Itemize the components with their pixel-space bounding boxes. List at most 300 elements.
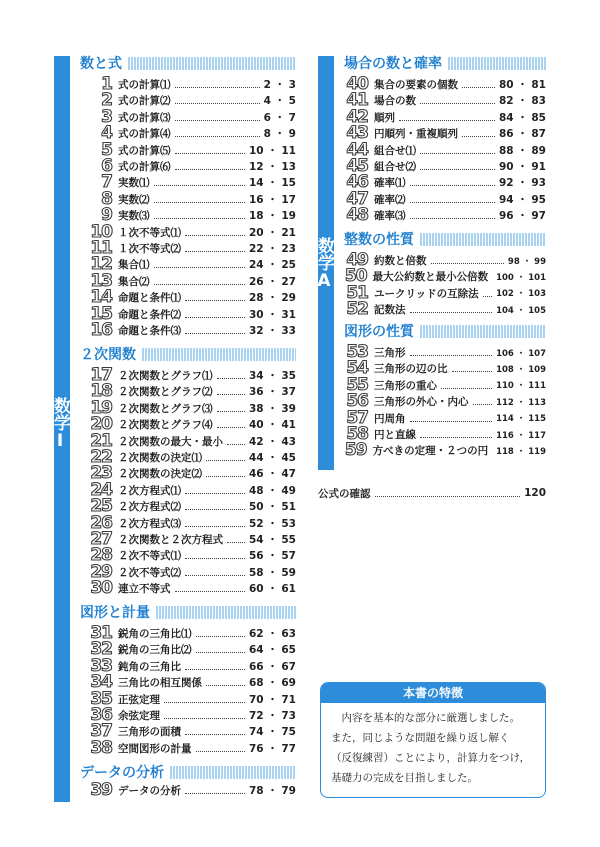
leader-dots [185, 300, 245, 301]
toc-item-number: 30 [90, 578, 112, 599]
toc-item[interactable] [344, 252, 546, 269]
leader-dots [217, 411, 245, 412]
leader-dots [375, 496, 521, 497]
toc-item[interactable] [344, 92, 546, 109]
leader-dots [206, 476, 245, 477]
toc-item-title: 組合せ⑵ [374, 161, 416, 173]
features-box [320, 682, 546, 798]
leader-dots [175, 169, 245, 170]
section-title: 図形の性質 [344, 324, 414, 340]
toc-item-number: 59 [344, 440, 367, 461]
toc-item-number: 22 [90, 447, 112, 467]
toc-item-pages: 96 ・ 97 [498, 210, 546, 223]
toc-item-number: 58 [346, 424, 368, 444]
toc-item-title: 三角形の外心・内心 [374, 396, 469, 409]
toc-item-pages: 102 ・ 103 [496, 289, 546, 300]
toc-item[interactable] [344, 188, 546, 209]
toc-item-number: 14 [90, 287, 112, 308]
toc-item[interactable] [80, 625, 296, 642]
toc-item-number: 54 [346, 358, 368, 379]
toc-item-title: ２次関数とグラフ⑴ [118, 370, 213, 382]
toc-item-number: 45 [346, 156, 368, 176]
toc-item-number: 15 [90, 303, 112, 324]
toc-item-title: 確率⑴ [374, 177, 406, 190]
toc-item[interactable] [80, 174, 296, 191]
toc-item-title: ２次関数と２次方程式 [118, 534, 223, 546]
toc-item-title: 式の計算⑸ [118, 144, 171, 157]
leader-dots [399, 120, 495, 121]
toc-item-title: 式の計算⑴ [118, 79, 171, 91]
toc-item-title: 実数⑶ [118, 210, 150, 223]
toc-item-title: 方べきの定理・２つの円 [372, 445, 489, 458]
toc-item[interactable] [80, 270, 296, 291]
section-title: 図形と計量 [80, 605, 150, 621]
toc-item-title: ユークリッドの互除法 [374, 287, 479, 300]
section-header [344, 54, 546, 72]
toc-item-pages: 60 ・ 61 [248, 583, 296, 596]
leader-dots [196, 751, 245, 752]
subject-bar-math1 [50, 56, 70, 802]
toc-item[interactable] [344, 158, 546, 175]
toc-item-pages: 106 ・ 107 [496, 348, 546, 359]
toc-item-number: 49 [346, 250, 368, 270]
toc-item-number: 41 [346, 90, 368, 111]
toc-item[interactable] [80, 397, 296, 418]
toc-item-number: 57 [346, 407, 368, 428]
toc-item[interactable] [80, 498, 296, 515]
toc-item-title: 命題と条件⑴ [118, 292, 181, 305]
toc-item-pages: 56 ・ 57 [248, 550, 296, 563]
toc-item-title: ２次関数とグラフ⑷ [118, 419, 213, 432]
leader-dots [185, 317, 245, 318]
toc-item[interactable] [80, 158, 296, 175]
toc-item-number: 11 [90, 238, 112, 258]
section-title: 数と式 [80, 56, 122, 72]
section-stripe [420, 325, 546, 338]
toc-item-title: 式の計算⑷ [118, 128, 171, 141]
toc-item-title: 場合の数 [374, 95, 416, 108]
toc-item[interactable] [80, 207, 296, 224]
toc-item-pages: 34 ・ 35 [248, 370, 296, 382]
toc-item-number: 44 [346, 139, 368, 160]
toc-item[interactable] [344, 282, 546, 303]
leader-dots [410, 185, 495, 186]
leader-dots [175, 103, 260, 104]
leader-dots [164, 702, 245, 703]
leader-dots [217, 427, 245, 428]
toc-item[interactable] [80, 479, 296, 500]
leader-dots [185, 793, 245, 794]
leader-dots [196, 652, 245, 653]
leader-dots [473, 404, 493, 405]
toc-item-title: 確率⑵ [374, 193, 406, 206]
leader-dots [410, 355, 493, 356]
toc-item[interactable] [344, 360, 546, 377]
features-line: （反復練習）ことにより，計算力をつけ， [331, 752, 531, 764]
toc-item-pages: 84 ・ 85 [498, 111, 546, 124]
leader-dots [154, 202, 245, 203]
toc-item-pages: 100 ・ 101 [496, 272, 546, 283]
toc-item-pages: 112 ・ 113 [496, 397, 546, 408]
section-stripe [142, 348, 296, 361]
toc-item-title: ２次関数とグラフ⑶ [118, 402, 213, 415]
toc-item[interactable] [344, 125, 546, 142]
toc-item-number: 20 [90, 414, 112, 435]
toc-item-number: 31 [90, 623, 112, 643]
toc-item-title: 空間図形の計量 [118, 742, 192, 755]
toc-item-number: 9 [101, 205, 112, 226]
toc-item[interactable] [80, 723, 296, 740]
toc-item-pages: 10 ・ 11 [248, 144, 296, 157]
toc-item[interactable] [344, 374, 546, 395]
toc-item-pages: 26 ・ 27 [248, 275, 296, 288]
toc-item-title: 集合⑴ [118, 259, 150, 272]
leader-dots [185, 575, 245, 576]
toc-item[interactable] [80, 430, 296, 451]
toc-item[interactable] [80, 383, 296, 400]
toc-item-pages: 86 ・ 87 [498, 128, 546, 141]
leader-dots [185, 493, 245, 494]
toc-item-pages: 72 ・ 73 [248, 710, 296, 722]
toc-item-number: 26 [90, 512, 112, 533]
toc-item-title: 式の計算⑵ [118, 95, 171, 108]
leader-dots [185, 669, 245, 670]
toc-item-pages: 46 ・ 47 [248, 468, 296, 481]
toc-item-title: 式の計算⑶ [118, 111, 171, 124]
toc-item-pages: 70 ・ 71 [248, 693, 296, 706]
toc-item-pages: 80 ・ 81 [498, 79, 546, 91]
features-body [321, 703, 545, 788]
toc-item[interactable] [344, 174, 546, 191]
toc-item-pages: 28 ・ 29 [248, 292, 296, 305]
toc-item-number: 56 [346, 391, 368, 412]
leader-dots [185, 333, 245, 334]
leader-dots [431, 263, 504, 264]
toc-item[interactable] [80, 92, 296, 109]
toc-item[interactable] [80, 188, 296, 209]
toc-item-number: 52 [346, 299, 368, 320]
toc-item[interactable] [80, 512, 296, 533]
formula-page: 120 [524, 487, 546, 499]
toc-item-title: 確率⑶ [374, 210, 406, 223]
toc-item-pages: 42 ・ 43 [248, 435, 296, 448]
toc-item-title: 正弦定理 [118, 693, 160, 706]
toc-item-title: ２次関数の決定⑴ [118, 452, 202, 464]
toc-item[interactable] [80, 674, 296, 691]
toc-item[interactable] [80, 289, 296, 306]
toc-item-pages: 52 ・ 53 [248, 517, 296, 530]
toc-item[interactable] [80, 737, 296, 758]
toc-item-title: 鋭角の三角比⑵ [118, 644, 192, 657]
toc-item[interactable] [80, 256, 296, 273]
toc-item-number: 48 [346, 205, 368, 226]
toc-item[interactable] [80, 688, 296, 709]
toc-item-number: 38 [90, 737, 112, 758]
toc-item[interactable] [80, 561, 296, 582]
toc-item-pages: 58 ・ 59 [248, 566, 296, 579]
toc-item[interactable] [80, 547, 296, 564]
toc-item-pages: 54 ・ 55 [248, 534, 296, 546]
toc-item-number: 46 [346, 172, 368, 193]
toc-item-title: 円周角 [374, 412, 406, 425]
leader-dots [206, 460, 245, 461]
section-title: 場合の数と確率 [344, 56, 442, 72]
features-line: 内容を基本的な部分に厳選しました。 [331, 712, 520, 724]
toc-item-pages: 114 ・ 115 [496, 414, 546, 425]
toc-item-pages: 66 ・ 67 [248, 660, 296, 673]
toc-item-title: 順列 [374, 111, 395, 124]
toc-item-title: 約数と倍数 [374, 255, 427, 267]
toc-item-number: 3 [101, 106, 112, 127]
toc-item-title: 連立不等式 [118, 583, 171, 596]
toc-item-title: 実数⑴ [118, 177, 150, 190]
leader-dots [175, 136, 260, 137]
toc-item-title: 三角形の面積 [118, 726, 181, 739]
toc-item-pages: 6 ・ 7 [263, 111, 296, 124]
toc-item-number: 34 [90, 672, 112, 693]
leader-dots [175, 87, 260, 88]
toc-item-number: 10 [90, 221, 112, 242]
section-header [80, 54, 296, 72]
section-header [80, 763, 296, 781]
toc-item-pages: 12 ・ 13 [248, 161, 296, 173]
toc-item-title: 鋭角の三角比⑴ [118, 628, 192, 640]
toc-item[interactable] [344, 442, 546, 459]
toc-item-title: ２次方程式⑵ [118, 501, 181, 514]
toc-item-pages: 90 ・ 91 [498, 161, 546, 173]
toc-item-number: 40 [346, 74, 368, 94]
toc-item[interactable] [344, 393, 546, 410]
formula-label: 公式の確認 [318, 487, 371, 500]
section-title: データの分析 [80, 765, 164, 781]
toc-item-number: 42 [346, 106, 368, 127]
toc-item-title: 集合の要素の個数 [374, 79, 458, 91]
section-header [344, 322, 546, 340]
toc-item-number: 29 [90, 561, 112, 582]
toc-item[interactable] [80, 367, 296, 384]
leader-dots [164, 718, 245, 719]
toc-item[interactable] [80, 580, 296, 597]
toc-item-pages: 94 ・ 95 [498, 193, 546, 206]
toc-item-pages: 78 ・ 79 [248, 785, 296, 797]
toc-item[interactable] [80, 125, 296, 142]
section-header [80, 603, 296, 621]
section-stripe [156, 606, 296, 619]
toc-item-pages: 4 ・ 5 [263, 95, 296, 108]
toc-item-pages: 24 ・ 25 [248, 259, 296, 272]
toc-item-number: 17 [90, 365, 112, 385]
leader-dots [420, 103, 495, 104]
leader-dots [410, 218, 495, 219]
toc-item-number: 7 [101, 172, 112, 193]
section-title: 整数の性質 [344, 232, 414, 248]
toc-item-pages: 88 ・ 89 [498, 144, 546, 157]
leader-dots [462, 87, 495, 88]
toc-item-pages: 16 ・ 17 [248, 193, 296, 206]
section-stripe [448, 57, 546, 70]
toc-item-title: ２次関数の最大・最小 [118, 435, 223, 448]
section-header [344, 230, 546, 248]
section-header [80, 345, 296, 363]
toc-item-number: 39 [90, 780, 112, 800]
toc-item-title: 実数⑵ [118, 193, 150, 206]
toc-item-pages: 22 ・ 23 [248, 243, 296, 255]
toc-item-pages: 104 ・ 105 [496, 305, 546, 316]
subject-bar-mathA [314, 56, 334, 470]
toc-item[interactable] [80, 449, 296, 466]
section-stripe [128, 57, 296, 70]
toc-item-number: 5 [101, 139, 112, 160]
toc-item[interactable] [80, 707, 296, 724]
toc-item-title: 最大公約数と最小公倍数 [372, 271, 489, 284]
toc-item-pages: 2 ・ 3 [263, 79, 296, 91]
toc-item-number: 21 [90, 430, 112, 451]
leader-dots [227, 542, 245, 543]
toc-item-number: 13 [90, 270, 112, 291]
leader-dots [185, 509, 245, 510]
toc-item-pages: 14 ・ 15 [248, 177, 296, 190]
leader-dots [185, 558, 245, 559]
toc-item-number: 23 [90, 463, 112, 484]
toc-item[interactable] [80, 139, 296, 160]
toc-item[interactable] [344, 407, 546, 428]
toc-item-title: 三角形 [374, 347, 406, 359]
toc-item-number: 27 [90, 529, 112, 549]
toc-item-title: 円順列・重複順列 [374, 128, 458, 141]
toc-item[interactable] [80, 465, 296, 482]
toc-item-number: 1 [101, 74, 112, 94]
toc-item-number: 12 [90, 254, 112, 275]
toc-item[interactable] [80, 655, 296, 676]
toc-item[interactable] [80, 221, 296, 242]
leader-dots [420, 169, 495, 170]
toc-item-pages: 62 ・ 63 [248, 628, 296, 640]
toc-item-number: 51 [346, 282, 368, 303]
toc-item-number: 2 [101, 90, 112, 111]
toc-item-title: データの分析 [118, 785, 181, 797]
leader-dots [175, 591, 245, 592]
toc-item-pages: 108 ・ 109 [496, 364, 546, 375]
toc-item-title: 命題と条件⑵ [118, 308, 181, 321]
toc-item-title: 組合せ⑴ [374, 144, 416, 157]
toc-item-number: 19 [90, 397, 112, 418]
toc-item-pages: 20 ・ 21 [248, 226, 296, 239]
toc-item-title: ２次不等式⑵ [118, 566, 181, 579]
toc-item[interactable] [80, 641, 296, 658]
toc-item-pages: 98 ・ 99 [507, 256, 546, 267]
toc-item-number: 25 [90, 496, 112, 517]
toc-item-pages: 36 ・ 37 [248, 386, 296, 399]
toc-item-title: １次不等式⑵ [118, 243, 181, 255]
leader-dots [483, 296, 493, 297]
toc-item-title: ２次関数とグラフ⑵ [118, 386, 213, 399]
toc-item-pages: 82 ・ 83 [498, 95, 546, 108]
toc-item[interactable] [80, 416, 296, 433]
toc-item-pages: 48 ・ 49 [248, 484, 296, 497]
toc-item[interactable] [80, 240, 296, 257]
toc-item-title: 余弦定理 [118, 710, 160, 722]
toc-item-number: 6 [101, 156, 112, 176]
toc-item-number: 32 [90, 639, 112, 660]
toc-item[interactable] [344, 344, 546, 361]
toc-item[interactable] [80, 303, 296, 324]
toc-item-pages: 44 ・ 45 [248, 452, 296, 464]
leader-dots [217, 378, 245, 379]
toc-item-title: 命題と条件⑶ [118, 325, 181, 337]
leader-dots [217, 394, 245, 395]
toc-item-title: 鈍角の三角比 [118, 660, 181, 673]
toc-item-title: 三角比の相互関係 [118, 677, 202, 690]
toc-item-title: １次不等式⑴ [118, 226, 181, 239]
leader-dots [154, 185, 245, 186]
section-stripe [420, 233, 546, 246]
toc-item-pages: 110 ・ 111 [496, 381, 546, 392]
toc-item[interactable] [344, 106, 546, 127]
leader-dots [420, 437, 492, 438]
toc-item-title: ２次関数の決定⑵ [118, 468, 202, 481]
toc-item-number: 36 [90, 705, 112, 725]
leader-dots [420, 153, 495, 154]
toc-item[interactable] [344, 426, 546, 443]
toc-item-number: 18 [90, 381, 112, 402]
leader-dots [175, 120, 260, 121]
toc-item-number: 33 [90, 655, 112, 676]
toc-item-number: 53 [346, 342, 368, 362]
toc-item-number: 4 [101, 123, 112, 144]
toc-item-title: 円と直線 [374, 429, 416, 441]
toc-item[interactable] [344, 207, 546, 224]
toc-item-title: 三角形の辺の比 [374, 363, 448, 376]
toc-item-number: 55 [346, 374, 368, 395]
toc-item[interactable] [80, 531, 296, 548]
subject-label-mathA: 数学A [314, 237, 334, 291]
toc-item-number: 8 [101, 188, 112, 209]
toc-item-pages: 38 ・ 39 [248, 402, 296, 415]
toc-item[interactable] [344, 301, 546, 318]
toc-item-title: 三角形の重心 [374, 379, 437, 392]
toc-item-title: 集合⑵ [118, 275, 150, 288]
toc-item-pages: 116 ・ 117 [496, 430, 546, 441]
subject-label-math1: 数学Ⅰ [50, 397, 70, 451]
toc-item[interactable] [80, 322, 296, 339]
toc-item[interactable] [344, 139, 546, 160]
toc-item-number: 24 [90, 479, 112, 500]
toc-item[interactable] [80, 106, 296, 127]
formula-check-entry[interactable] [318, 485, 546, 501]
toc-item-title: ２次方程式⑴ [118, 484, 181, 497]
toc-item-pages: 40 ・ 41 [248, 419, 296, 432]
toc-item-pages: 74 ・ 75 [248, 726, 296, 739]
leader-dots [441, 388, 492, 389]
leader-dots [410, 312, 493, 313]
toc-item-pages: 30 ・ 31 [248, 308, 296, 321]
toc-item[interactable] [80, 76, 296, 93]
toc-item-pages: 8 ・ 9 [263, 128, 296, 141]
leader-dots [154, 284, 245, 285]
toc-item[interactable] [344, 76, 546, 93]
toc-item[interactable] [80, 782, 296, 799]
toc-item-title: ２次方程式⑶ [118, 517, 181, 530]
toc-item-number: 16 [90, 320, 112, 340]
toc-item-pages: 92 ・ 93 [498, 177, 546, 190]
toc-item[interactable] [344, 268, 546, 285]
section-title: ２次関数 [80, 347, 136, 363]
toc-item-number: 37 [90, 721, 112, 742]
features-line: 基礎力の完成を目指しました。 [331, 772, 478, 784]
toc-item-number: 43 [346, 123, 368, 144]
leader-dots [452, 371, 493, 372]
leader-dots [206, 685, 245, 686]
